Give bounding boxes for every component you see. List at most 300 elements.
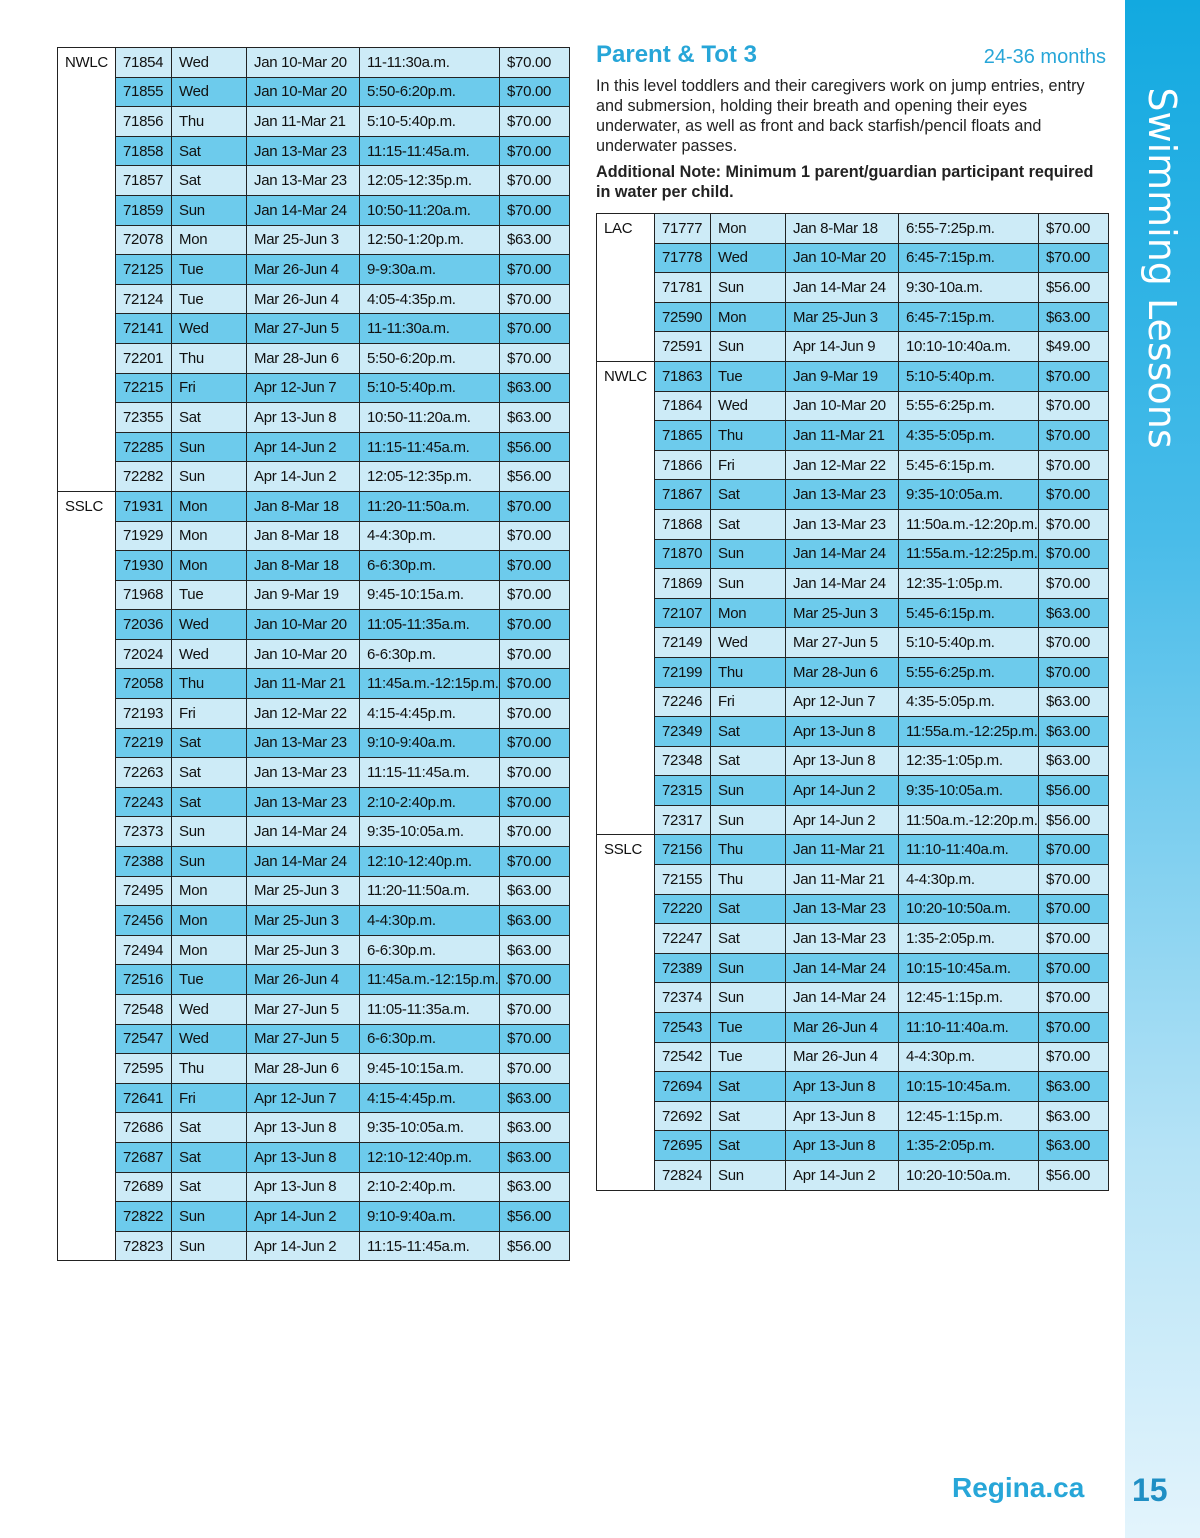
- course-code-cell: 72201: [116, 343, 172, 373]
- course-code-cell: 72547: [116, 1024, 172, 1054]
- price-cell: $63.00: [500, 906, 570, 936]
- day-cell: Sun: [172, 1231, 247, 1261]
- date-range-cell: Jan 8-Mar 18: [786, 214, 899, 244]
- time-cell: 6:55-7:25p.m.: [899, 214, 1039, 244]
- location-cell: NWLC: [597, 361, 655, 835]
- left-schedule-body: [58, 48, 570, 1261]
- day-cell: Sun: [172, 432, 247, 462]
- time-cell: 11:55a.m.-12:25p.m.: [899, 717, 1039, 747]
- day-cell: Sat: [711, 1131, 786, 1161]
- price-cell: $70.00: [500, 255, 570, 285]
- price-cell: $70.00: [500, 787, 570, 817]
- day-cell: Thu: [711, 421, 786, 451]
- price-cell: $70.00: [1039, 450, 1109, 480]
- location-cell: SSLC: [597, 835, 655, 1190]
- table-row: [597, 214, 1109, 244]
- day-cell: Tue: [711, 1042, 786, 1072]
- date-range-cell: Jan 13-Mar 23: [247, 758, 360, 788]
- course-code-cell: 72456: [116, 906, 172, 936]
- table-row: [597, 687, 1109, 717]
- time-cell: 11-11:30a.m.: [360, 314, 500, 344]
- time-cell: 12:35-1:05p.m.: [899, 746, 1039, 776]
- table-row: [58, 462, 570, 492]
- time-cell: 5:55-6:25p.m.: [899, 657, 1039, 687]
- day-cell: Fri: [172, 1083, 247, 1113]
- price-cell: $70.00: [1039, 628, 1109, 658]
- date-range-cell: Jan 10-Mar 20: [247, 610, 360, 640]
- course-code-cell: 72516: [116, 965, 172, 995]
- table-row: [597, 539, 1109, 569]
- date-range-cell: Apr 14-Jun 2: [247, 462, 360, 492]
- time-cell: 12:45-1:15p.m.: [899, 983, 1039, 1013]
- course-code-cell: 72694: [655, 1072, 711, 1102]
- time-cell: 12:05-12:35p.m.: [360, 462, 500, 492]
- time-cell: 5:50-6:20p.m.: [360, 77, 500, 107]
- table-row: [597, 953, 1109, 983]
- course-code-cell: 72107: [655, 598, 711, 628]
- price-cell: $70.00: [500, 48, 570, 78]
- table-row: [597, 391, 1109, 421]
- time-cell: 5:10-5:40p.m.: [899, 628, 1039, 658]
- day-cell: Tue: [711, 1013, 786, 1043]
- section-description: In this level toddlers and their caregivers work on jump entries, entry and submersion, holding their breath and opening their eyes underwater, as well as front and back starfish/pencil floats and underwater passes.: [596, 77, 1085, 155]
- time-cell: 6-6:30p.m.: [360, 639, 500, 669]
- right-schedule-body: [597, 214, 1109, 1191]
- table-row: [58, 728, 570, 758]
- day-cell: Sat: [711, 717, 786, 747]
- course-code-cell: 72078: [116, 225, 172, 255]
- table-row: [597, 657, 1109, 687]
- date-range-cell: Apr 14-Jun 9: [786, 332, 899, 362]
- day-cell: Sun: [172, 462, 247, 492]
- day-cell: Mon: [711, 214, 786, 244]
- date-range-cell: Apr 14-Jun 2: [786, 805, 899, 835]
- location-cell: LAC: [597, 214, 655, 362]
- price-cell: $63.00: [500, 935, 570, 965]
- day-cell: Sat: [172, 403, 247, 433]
- date-range-cell: Mar 27-Jun 5: [247, 995, 360, 1025]
- date-range-cell: Jan 8-Mar 18: [247, 521, 360, 551]
- date-range-cell: Jan 11-Mar 21: [247, 107, 360, 137]
- day-cell: Wed: [172, 995, 247, 1025]
- course-code-cell: 71781: [655, 273, 711, 303]
- price-cell: $63.00: [500, 1172, 570, 1202]
- date-range-cell: Apr 12-Jun 7: [786, 687, 899, 717]
- table-row: [597, 332, 1109, 362]
- price-cell: $70.00: [1039, 391, 1109, 421]
- date-range-cell: Apr 14-Jun 2: [247, 1202, 360, 1232]
- table-row: [58, 1113, 570, 1143]
- location-cell: SSLC: [58, 491, 116, 1260]
- course-code-cell: 72282: [116, 462, 172, 492]
- course-code-cell: 72373: [116, 817, 172, 847]
- date-range-cell: Apr 14-Jun 2: [247, 432, 360, 462]
- date-range-cell: Mar 27-Jun 5: [247, 1024, 360, 1054]
- date-range-cell: Jan 10-Mar 20: [247, 639, 360, 669]
- day-cell: Tue: [172, 255, 247, 285]
- day-cell: Sun: [711, 983, 786, 1013]
- date-range-cell: Jan 10-Mar 20: [247, 48, 360, 78]
- day-cell: Mon: [172, 906, 247, 936]
- table-row: [597, 1161, 1109, 1191]
- course-code-cell: 72543: [655, 1013, 711, 1043]
- course-code-cell: 71859: [116, 195, 172, 225]
- sidebar-title: Swimming Lessons: [1140, 87, 1184, 449]
- date-range-cell: Jan 12-Mar 22: [786, 450, 899, 480]
- day-cell: Sat: [172, 1172, 247, 1202]
- date-range-cell: Apr 14-Jun 2: [786, 1161, 899, 1191]
- table-row: [58, 1172, 570, 1202]
- date-range-cell: Apr 13-Jun 8: [247, 1142, 360, 1172]
- table-row: [58, 817, 570, 847]
- price-cell: $63.00: [500, 1083, 570, 1113]
- table-row: [597, 302, 1109, 332]
- course-code-cell: 72141: [116, 314, 172, 344]
- time-cell: 9:10-9:40a.m.: [360, 728, 500, 758]
- time-cell: 4-4:30p.m.: [899, 865, 1039, 895]
- price-cell: $70.00: [500, 107, 570, 137]
- price-cell: $70.00: [1039, 1042, 1109, 1072]
- price-cell: $70.00: [1039, 983, 1109, 1013]
- course-code-cell: 72823: [116, 1231, 172, 1261]
- time-cell: 11:45a.m.-12:15p.m.: [360, 669, 500, 699]
- time-cell: 11:05-11:35a.m.: [360, 995, 500, 1025]
- price-cell: $63.00: [1039, 302, 1109, 332]
- date-range-cell: Jan 13-Mar 23: [786, 924, 899, 954]
- course-code-cell: 72263: [116, 758, 172, 788]
- table-row: [58, 284, 570, 314]
- day-cell: Thu: [711, 835, 786, 865]
- table-row: [58, 1202, 570, 1232]
- left-schedule-table: [57, 47, 570, 1261]
- day-cell: Sun: [172, 195, 247, 225]
- day-cell: Mon: [172, 491, 247, 521]
- course-code-cell: 71855: [116, 77, 172, 107]
- table-row: [58, 551, 570, 581]
- date-range-cell: Mar 26-Jun 4: [786, 1013, 899, 1043]
- course-code-cell: 72243: [116, 787, 172, 817]
- course-code-cell: 72495: [116, 876, 172, 906]
- table-row: [58, 77, 570, 107]
- course-code-cell: 72058: [116, 669, 172, 699]
- date-range-cell: Jan 13-Mar 23: [786, 509, 899, 539]
- table-row: [597, 569, 1109, 599]
- course-code-cell: 72692: [655, 1101, 711, 1131]
- price-cell: $70.00: [1039, 243, 1109, 273]
- table-row: [58, 1231, 570, 1261]
- time-cell: 9:45-10:15a.m.: [360, 580, 500, 610]
- time-cell: 6-6:30p.m.: [360, 935, 500, 965]
- time-cell: 2:10-2:40p.m.: [360, 787, 500, 817]
- time-cell: 11:15-11:45a.m.: [360, 758, 500, 788]
- table-row: [58, 639, 570, 669]
- date-range-cell: Jan 12-Mar 22: [247, 699, 360, 729]
- day-cell: Mon: [172, 521, 247, 551]
- course-code-cell: 72822: [116, 1202, 172, 1232]
- time-cell: 11:50a.m.-12:20p.m.: [899, 509, 1039, 539]
- time-cell: 9:35-10:05a.m.: [360, 817, 500, 847]
- price-cell: $63.00: [500, 373, 570, 403]
- time-cell: 12:45-1:15p.m.: [899, 1101, 1039, 1131]
- table-row: [58, 1054, 570, 1084]
- course-code-cell: 71856: [116, 107, 172, 137]
- table-row: [58, 1024, 570, 1054]
- time-cell: 10:50-11:20a.m.: [360, 403, 500, 433]
- price-cell: $70.00: [500, 847, 570, 877]
- price-cell: $70.00: [1039, 894, 1109, 924]
- table-row: [58, 343, 570, 373]
- day-cell: Sat: [172, 787, 247, 817]
- price-cell: $63.00: [1039, 746, 1109, 776]
- date-range-cell: Jan 13-Mar 23: [786, 480, 899, 510]
- time-cell: 11:20-11:50a.m.: [360, 491, 500, 521]
- day-cell: Mon: [172, 551, 247, 581]
- day-cell: Sat: [172, 166, 247, 196]
- price-cell: $70.00: [500, 610, 570, 640]
- course-code-cell: 72695: [655, 1131, 711, 1161]
- table-row: [58, 166, 570, 196]
- table-row: [597, 1042, 1109, 1072]
- date-range-cell: Jan 14-Mar 24: [786, 273, 899, 303]
- date-range-cell: Apr 13-Jun 8: [786, 1131, 899, 1161]
- price-cell: $70.00: [500, 965, 570, 995]
- date-range-cell: Jan 14-Mar 24: [247, 817, 360, 847]
- price-cell: $70.00: [500, 314, 570, 344]
- day-cell: Sat: [172, 728, 247, 758]
- table-row: [58, 876, 570, 906]
- day-cell: Thu: [711, 865, 786, 895]
- course-code-cell: 72542: [655, 1042, 711, 1072]
- course-code-cell: 72388: [116, 847, 172, 877]
- table-row: [58, 255, 570, 285]
- price-cell: $70.00: [500, 580, 570, 610]
- website-link[interactable]: Regina.ca: [952, 1472, 1085, 1503]
- time-cell: 11-11:30a.m.: [360, 48, 500, 78]
- day-cell: Fri: [711, 450, 786, 480]
- day-cell: Sat: [172, 1113, 247, 1143]
- date-range-cell: Apr 13-Jun 8: [786, 717, 899, 747]
- time-cell: 10:15-10:45a.m.: [899, 1072, 1039, 1102]
- day-cell: Mon: [172, 935, 247, 965]
- course-code-cell: 72125: [116, 255, 172, 285]
- price-cell: $70.00: [500, 551, 570, 581]
- table-row: [58, 1083, 570, 1113]
- time-cell: 9:45-10:15a.m.: [360, 1054, 500, 1084]
- course-code-cell: 72591: [655, 332, 711, 362]
- day-cell: Fri: [172, 373, 247, 403]
- date-range-cell: Jan 11-Mar 21: [786, 421, 899, 451]
- date-range-cell: Apr 13-Jun 8: [247, 1113, 360, 1143]
- day-cell: Wed: [711, 243, 786, 273]
- day-cell: Sun: [172, 847, 247, 877]
- date-range-cell: Jan 14-Mar 24: [786, 539, 899, 569]
- page-number: 15: [1132, 1472, 1168, 1508]
- date-range-cell: Jan 14-Mar 24: [786, 983, 899, 1013]
- day-cell: Tue: [711, 361, 786, 391]
- table-row: [597, 1131, 1109, 1161]
- day-cell: Thu: [172, 1054, 247, 1084]
- date-range-cell: Jan 13-Mar 23: [247, 166, 360, 196]
- time-cell: 5:50-6:20p.m.: [360, 343, 500, 373]
- date-range-cell: Apr 13-Jun 8: [786, 1072, 899, 1102]
- price-cell: $70.00: [1039, 924, 1109, 954]
- day-cell: Sat: [711, 746, 786, 776]
- course-code-cell: 72595: [116, 1054, 172, 1084]
- price-cell: $70.00: [1039, 539, 1109, 569]
- table-row: [597, 983, 1109, 1013]
- table-row: [58, 847, 570, 877]
- price-cell: $70.00: [500, 136, 570, 166]
- location-cell: NWLC: [58, 48, 116, 492]
- date-range-cell: Mar 25-Jun 3: [247, 225, 360, 255]
- date-range-cell: Jan 11-Mar 21: [786, 865, 899, 895]
- day-cell: Sat: [711, 509, 786, 539]
- price-cell: $56.00: [1039, 273, 1109, 303]
- day-cell: Thu: [711, 657, 786, 687]
- time-cell: 9:10-9:40a.m.: [360, 1202, 500, 1232]
- table-row: [58, 48, 570, 78]
- table-row: [597, 598, 1109, 628]
- date-range-cell: Jan 9-Mar 19: [786, 361, 899, 391]
- time-cell: 12:05-12:35p.m.: [360, 166, 500, 196]
- date-range-cell: Mar 25-Jun 3: [247, 935, 360, 965]
- table-row: [58, 758, 570, 788]
- date-range-cell: Apr 13-Jun 8: [786, 1101, 899, 1131]
- table-row: [597, 361, 1109, 391]
- time-cell: 11:05-11:35a.m.: [360, 610, 500, 640]
- price-cell: $63.00: [500, 1113, 570, 1143]
- date-range-cell: Apr 14-Jun 2: [786, 776, 899, 806]
- table-row: [58, 107, 570, 137]
- table-row: [58, 432, 570, 462]
- course-code-cell: 71778: [655, 243, 711, 273]
- time-cell: 11:15-11:45a.m.: [360, 1231, 500, 1261]
- price-cell: $70.00: [500, 166, 570, 196]
- price-cell: $56.00: [500, 462, 570, 492]
- price-cell: $63.00: [1039, 1101, 1109, 1131]
- day-cell: Mon: [711, 302, 786, 332]
- time-cell: 10:15-10:45a.m.: [899, 953, 1039, 983]
- time-cell: 9:30-10a.m.: [899, 273, 1039, 303]
- course-code-cell: 71868: [655, 509, 711, 539]
- date-range-cell: Apr 13-Jun 8: [247, 1172, 360, 1202]
- table-row: [58, 136, 570, 166]
- price-cell: $70.00: [500, 284, 570, 314]
- table-row: [597, 865, 1109, 895]
- time-cell: 9-9:30a.m.: [360, 255, 500, 285]
- day-cell: Mon: [711, 598, 786, 628]
- course-code-cell: 71854: [116, 48, 172, 78]
- price-cell: $70.00: [500, 995, 570, 1025]
- date-range-cell: Jan 13-Mar 23: [247, 787, 360, 817]
- date-range-cell: Jan 11-Mar 21: [247, 669, 360, 699]
- table-row: [597, 273, 1109, 303]
- price-cell: $70.00: [500, 1024, 570, 1054]
- price-cell: $70.00: [500, 1054, 570, 1084]
- date-range-cell: Mar 27-Jun 5: [786, 628, 899, 658]
- price-cell: $63.00: [500, 225, 570, 255]
- price-cell: $70.00: [500, 491, 570, 521]
- table-row: [58, 699, 570, 729]
- course-code-cell: 71865: [655, 421, 711, 451]
- time-cell: 12:10-12:40p.m.: [360, 1142, 500, 1172]
- price-cell: $70.00: [1039, 1013, 1109, 1043]
- date-range-cell: Mar 27-Jun 5: [247, 314, 360, 344]
- day-cell: Wed: [172, 314, 247, 344]
- date-range-cell: Jan 13-Mar 23: [247, 728, 360, 758]
- price-cell: $70.00: [500, 521, 570, 551]
- course-code-cell: 72246: [655, 687, 711, 717]
- table-row: [58, 669, 570, 699]
- price-cell: $70.00: [500, 758, 570, 788]
- price-cell: $70.00: [1039, 509, 1109, 539]
- table-row: [58, 965, 570, 995]
- day-cell: Sun: [711, 569, 786, 599]
- price-cell: $70.00: [1039, 480, 1109, 510]
- table-row: [58, 314, 570, 344]
- time-cell: 12:10-12:40p.m.: [360, 847, 500, 877]
- date-range-cell: Jan 9-Mar 19: [247, 580, 360, 610]
- day-cell: Sat: [711, 924, 786, 954]
- time-cell: 9:35-10:05a.m.: [360, 1113, 500, 1143]
- course-code-cell: 72349: [655, 717, 711, 747]
- date-range-cell: Mar 25-Jun 3: [786, 598, 899, 628]
- day-cell: Sun: [711, 273, 786, 303]
- price-cell: $70.00: [500, 639, 570, 669]
- table-row: [597, 1013, 1109, 1043]
- date-range-cell: Apr 12-Jun 7: [247, 373, 360, 403]
- course-code-cell: 71858: [116, 136, 172, 166]
- time-cell: 6-6:30p.m.: [360, 551, 500, 581]
- day-cell: Thu: [172, 107, 247, 137]
- date-range-cell: Mar 26-Jun 4: [786, 1042, 899, 1072]
- time-cell: 9:35-10:05a.m.: [899, 480, 1039, 510]
- time-cell: 6:45-7:15p.m.: [899, 243, 1039, 273]
- price-cell: $63.00: [1039, 598, 1109, 628]
- table-row: [58, 995, 570, 1025]
- price-cell: $63.00: [500, 876, 570, 906]
- price-cell: $70.00: [500, 195, 570, 225]
- course-code-cell: 71864: [655, 391, 711, 421]
- day-cell: Mon: [172, 876, 247, 906]
- table-row: [597, 805, 1109, 835]
- date-range-cell: Jan 13-Mar 23: [786, 894, 899, 924]
- course-code-cell: 72317: [655, 805, 711, 835]
- date-range-cell: Jan 14-Mar 24: [247, 195, 360, 225]
- table-row: [597, 1072, 1109, 1102]
- day-cell: Sat: [711, 1101, 786, 1131]
- time-cell: 12:35-1:05p.m.: [899, 569, 1039, 599]
- course-code-cell: 72590: [655, 302, 711, 332]
- day-cell: Wed: [172, 48, 247, 78]
- course-code-cell: 72215: [116, 373, 172, 403]
- table-row: [58, 491, 570, 521]
- course-code-cell: 72149: [655, 628, 711, 658]
- date-range-cell: Mar 25-Jun 3: [247, 876, 360, 906]
- time-cell: 4-4:30p.m.: [899, 1042, 1039, 1072]
- course-code-cell: 71857: [116, 166, 172, 196]
- course-code-cell: 71866: [655, 450, 711, 480]
- time-cell: 10:50-11:20a.m.: [360, 195, 500, 225]
- time-cell: 12:50-1:20p.m.: [360, 225, 500, 255]
- course-code-cell: 72219: [116, 728, 172, 758]
- date-range-cell: Apr 14-Jun 2: [247, 1231, 360, 1261]
- time-cell: 5:10-5:40p.m.: [360, 373, 500, 403]
- course-code-cell: 72641: [116, 1083, 172, 1113]
- course-code-cell: 72687: [116, 1142, 172, 1172]
- course-code-cell: 71870: [655, 539, 711, 569]
- table-row: [58, 225, 570, 255]
